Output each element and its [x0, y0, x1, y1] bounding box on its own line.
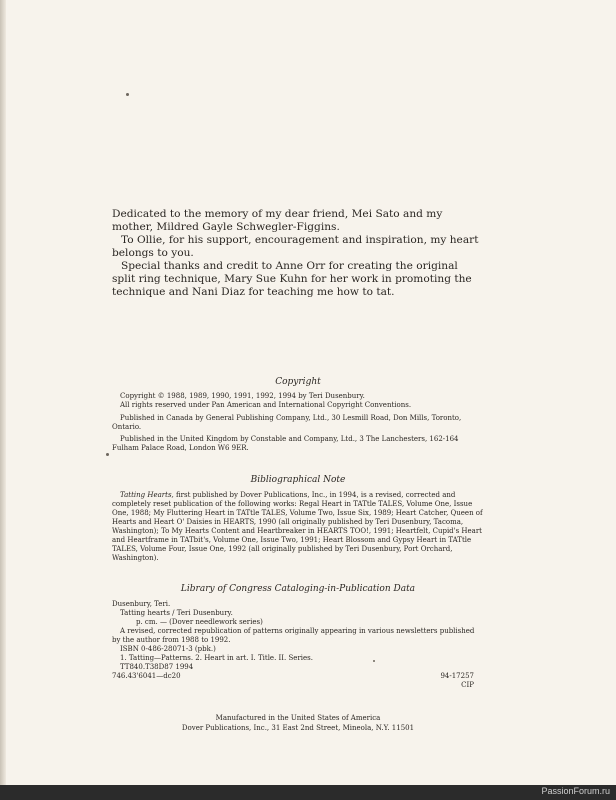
book-title: Tatting Hearts,	[120, 491, 174, 499]
cip-title: Tatting hearts / Teri Dusenbury.	[120, 609, 233, 617]
copyright-heading: Copyright	[275, 377, 321, 387]
cip-physical: p. cm. — (Dover needlework series)	[136, 618, 263, 626]
cip-subjects: 1. Tatting—Patterns. 2. Heart in art. I. Title. II. Series.	[120, 654, 313, 662]
dedication-line: To Ollie, for his support, encouragement and inspiration, my heart belongs to you.	[112, 234, 479, 259]
dedication	[112, 208, 484, 299]
manufactured-line: Manufactured in the United States of America	[215, 714, 381, 722]
watermark: PassionForum.ru	[541, 786, 610, 796]
cip-heading: Library of Congress Cataloging-in-Publication Data	[180, 584, 416, 594]
print-speck	[106, 453, 109, 456]
dedication-line: Special thanks and credit to Anne Orr for creating the original split ring technique, Mary Sue Kuhn for her work in promoting the technique and Nani Diaz for teaching me how to tat.	[112, 260, 472, 298]
bibliographical-note	[112, 491, 484, 563]
cip-label: CIP	[461, 681, 474, 689]
cip-label-row	[112, 681, 484, 690]
copyright-block	[112, 392, 484, 453]
copyright-line: Copyright © 1988, 1989, 1990, 1991, 1992, 1994 by Teri Dusenbury.	[120, 392, 365, 400]
cip-class-row	[112, 672, 484, 681]
page-edge	[0, 0, 6, 800]
bibliographical-text: first published by Dover Publications, Inc., in 1994, is a revised, corrected and completely reset publication of the following works: Regal Heart in TATtle TALES, Volume One, Issue One, 1988; My Fluttering Heart in TATtle TALES, Volume Two, Issue Six, 1989; Heart Catcher, Queen of Hearts and Heart O' Daisies in HEARTS, 1990 (all originally published by Teri Dusenbury, Tacoma, Washington); To My Hearts Content and Heartbreaker in HEARTS TOO!, 1991; Heartfelt, Cupid's Heart and Heartframe in TATbit's, Volume One, Issue Two, 1991; Heart Blossom and Gypsy Heart in TATtle TALES, Volume Four, Issue One, 1992 (all originally published by Teri Dusenbury, Port Orchard, Washington).	[112, 491, 483, 562]
cip-dewey: 746.43'6041—dc20	[112, 672, 181, 680]
cip-author: Dusenbury, Teri.	[112, 600, 171, 608]
published-canada: Published in Canada by General Publishing Company, Ltd., 30 Lesmill Road, Don Mills, Toronto, Ontario.	[112, 414, 462, 431]
footer	[112, 713, 484, 733]
print-speck	[126, 93, 129, 96]
copyright-line: All rights reserved under Pan American and International Copyright Conventions.	[120, 401, 412, 409]
cip-isbn: ISBN 0-486-28071-3 (pbk.)	[120, 645, 216, 653]
bottom-bar	[0, 785, 616, 800]
cip-lc-class: TT840.T38D87 1994	[120, 663, 194, 671]
publisher-address: Dover Publications, Inc., 31 East 2nd Street, Mineola, N.Y. 11501	[181, 724, 415, 732]
cip-lccn: 94-17257	[440, 672, 474, 680]
published-uk: Published in the United Kingdom by Constable and Company, Ltd., 3 The Lanchesters, 162-164 Fulham Palace Road, London W6 9ER.	[112, 435, 459, 452]
bibliographical-heading: Bibliographical Note	[250, 475, 346, 485]
cip-block	[112, 600, 484, 690]
dedication-line: Dedicated to the memory of my dear friend, Mei Sato and my mother, Mildred Gayle Schwegler-Figgins.	[112, 208, 443, 233]
cip-note: A revised, corrected republication of patterns originally appearing in various newsletters published by the author from 1988 to 1992.	[112, 627, 475, 644]
